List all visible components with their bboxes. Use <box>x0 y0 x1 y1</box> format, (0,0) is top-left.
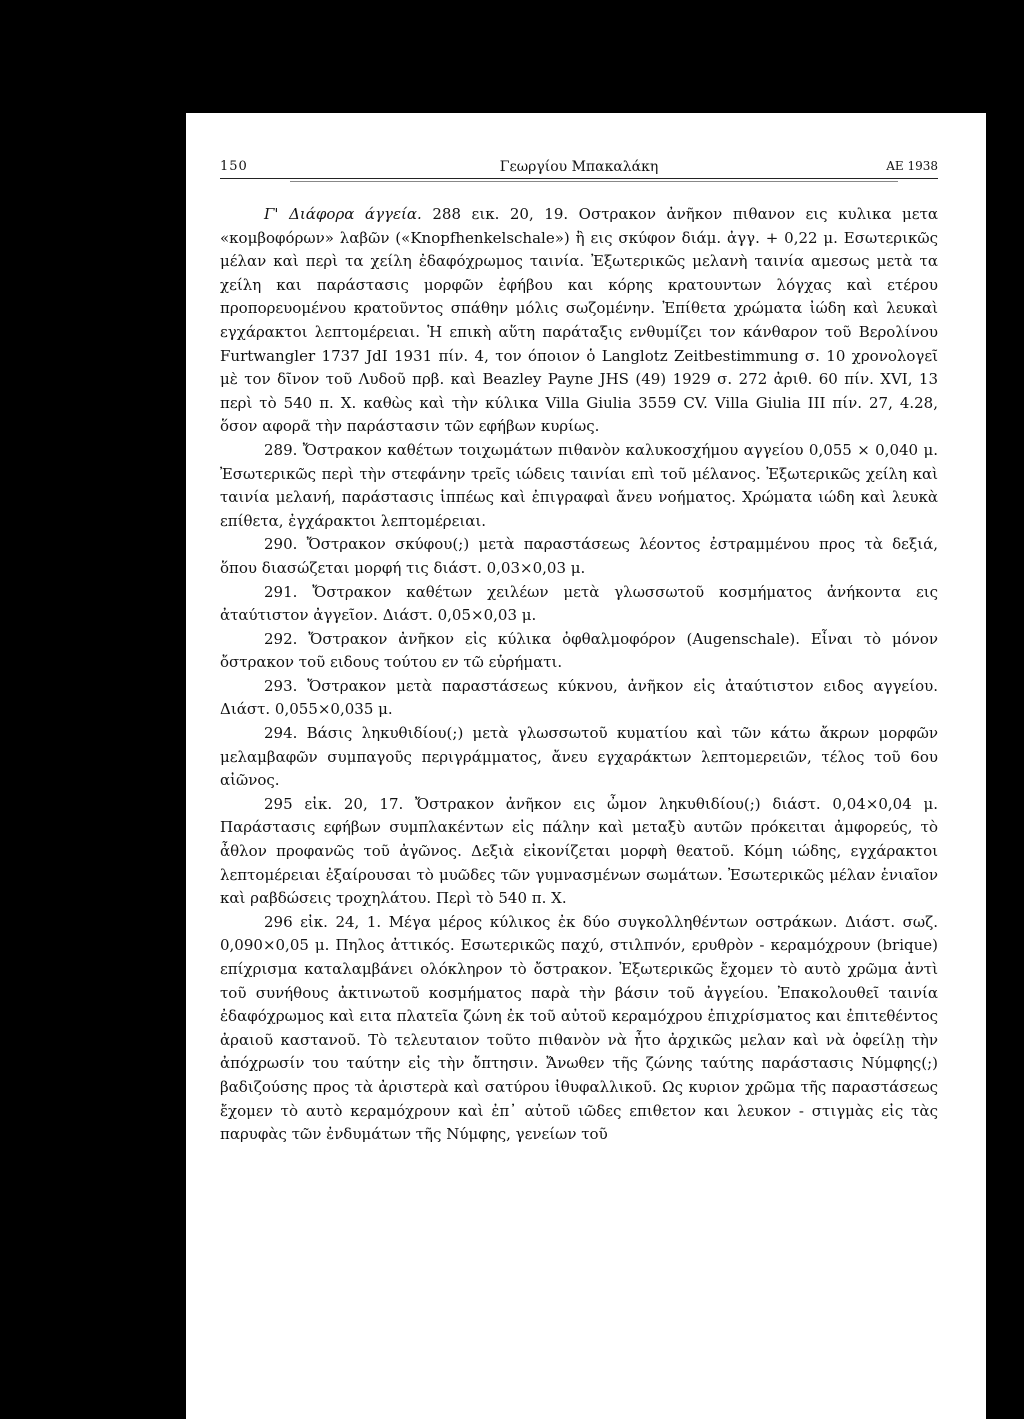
entry-288: 288 εικ. 20, 19. Οστρακον ἀνῆκον πιθανον εις κυλικα μετα «κομβοφόρων» λαβῶν («Knopfhenkelschale») ἢ εις σκύφον διάμ. ἀγγ. + 0,22 μ. Εσωτερικῶς μέλαν καὶ περὶ τα χείλη ἐδαφόχρωμος ταινία. Ἐξωτερικῶς μελανὴ ταινία αμεσως μετὰ τα χείλη και παράστασις μορφῶν ἐφήβου και κόρης κρατουντων λόγχας καὶ ετέρου προπορευομένου κρατοῦντος σπάθην μόλις σωζομένην. Ἐπίθετα χρώματα ἰώδη καὶ λευκαὶ εγχάρακτοι λεπτομέρειαι. Ἡ επικὴ αὕτη παράταξις ενθυμίζει τον κάνθαρον τοῦ Βερολίνου Furtwangler 1737 JdI 1931 πίν. 4, τον όποιον ὁ Langlotz Zeitbestimmung σ. 10 χρονολογεῖ μὲ τον δῖνον τοῦ Λυδοῦ πρβ. καὶ Beazley Payne JHS (49) 1929 σ. 272 ἀριθ. 60 πίν. XVI, 13 περὶ τὸ 540 π. Χ. καθὼς καὶ τὴν κύλικα Villa Giulia 3559 CV. Villa Giulia III πίν. 27, 4.28, ὅσον αφορᾶ τὴν παράστασιν τῶν εφήβων κυρίως. <box>220 205 938 436</box>
body-text <box>220 203 938 1147</box>
entry-289: 289. Ὄστρακον καθέτων τοιχωμάτων πιθανὸν καλυκοσχήμου αγγείου 0,055 × 0,040 μ. Ἐσωτερικῶς περὶ τὴν στεφάνην τρεῖς ιώδεις ταινίαι επὶ τοῦ μέλανος. Ἐξωτερικῶς χείλη καὶ ταινία μελανή, παράστασις ἱππέως καὶ ἐπιγραφαὶ ἄνευ νοήματος. Χρώματα ιώδη καὶ λευκὰ επίθετα, ἐγχάρακτοι λεπτομέρειαι. <box>220 440 938 530</box>
section-title: Γ' Διάφορα άγγεία. <box>264 205 422 223</box>
entry-290: 290. Ὄστρακον σκύφου(;) μετὰ παραστάσεως λέοντος ἐστραμμένου προς τὰ δεξιά, ὅπου διασώζεται μορφή τις διάστ. 0,03×0,03 μ. <box>220 535 938 577</box>
entry-294: 294. Βάσις ληκυθιδίου(;) μετὰ γλωσσωτοῦ κυματίου καὶ τῶν κάτω ἄκρων μορφῶν μελαμβαφῶν συμπαγοῦς περιγράμματος, ἄνευ εγχαράκτων λεπτομερειῶν, τέλος τοῦ 6ου αἰῶνος. <box>220 724 938 790</box>
entry-296: 296 εἰκ. 24, 1. Μέγα μέρος κύλικος ἐκ δύο συγκολληθέντων οστράκων. Διάστ. σωζ. 0,090×0,05 μ. Πηλος ἀττικός. Εσωτερικῶς παχύ, στιλπνόν, ερυθρὸν - κεραμόχρουν (brique) επίχρισμα καταλαμβάνει ολόκληρον τὸ ὄστρακον. Ἐξωτερικῶς ἔχομεν τὸ αυτὸ χρῶμα ἀντὶ τοῦ συνήθους ἀκτινωτοῦ κοσμήματος παρὰ τὴν βάσιν τοῦ ἀγγείου. Ἐπακολουθεῖ ταινία ἐδαφόχρωμος καὶ ειτα πλατεῖα ζώνη ἐκ τοῦ αὐτοῦ κεραμόχρου ἐπιχρίσματος και ἐπιτεθέντος ἀραιοῦ καστανοῦ. Τὸ τελευταιον τοῦτο πιθανὸν νὰ ἦτο ἀρχικῶς μελαν καὶ νὰ ὀφείλῃ τὴν ἀπόχρωσίν του ταύτην εἰς τὴν ὄπτησιν. Ἄνωθεν τῆς ζώνης ταύτης παράστασις Νύμφης(;) βαδιζούσης προς τὰ ἀριστερὰ καὶ σατύρου ἰθυφαλλικοῦ. Ως κυριον χρῶμα τῆς παραστάσεως ἔχομεν τὸ αυτὸ κεραμόχρουν καὶ ἐπ᾽ αὐτοῦ ιῶδες επιθετον και λευκον - στιγμὰς εἰς τὰς παρυφὰς τῶν ἐνδυμάτων τῆς Νύμφης, γενείων τοῦ <box>220 912 938 1144</box>
journal-label: ΑΕ 1938 <box>886 159 938 173</box>
section-intro <box>220 203 938 439</box>
header-rule-secondary <box>290 181 898 182</box>
header-rule <box>220 178 938 179</box>
author-name: Γεωργίου Μπακαλάκη <box>499 159 659 175</box>
entry-293: 293. Ὄστρακον μετὰ παραστάσεως κύκνου, ἀνῆκον εἰς ἀταύτιστον ειδος αγγείου. Διάστ. 0,055×0,035 μ. <box>220 676 938 719</box>
entry-291: 291. Ὄστρακον καθέτων χειλέων μετὰ γλωσσωτοῦ κοσμήματος ἀνήκοντα εις ἀταύτιστον ἀγγεῖον. Διάστ. 0,05×0,03 μ. <box>220 582 938 625</box>
document-page <box>186 113 986 1419</box>
page-number: 150 <box>220 159 248 174</box>
entry-295: 295 εἰκ. 20, 17. Ὄστρακον ἀνῆκον εις ὦμον ληκυθιδίου(;) διάστ. 0,04×0,04 μ. Παράστασις εφήβων συμπλακέντων εἰς πάλην καὶ μεταξὺ αυτῶν πρόκειται ἀμφορεύς, τὸ ἆθλον προφανῶς τοῦ ἀγῶνος. Δεξιὰ εἰκονίζεται μορφὴ θεατοῦ. Κόμη ιώδης, εγχάρακτοι λεπτομέρειαι ἐξαίρουσαι τὸ μυῶδες τῶν γυμνασμένων σωμάτων. Ἐσωτερικῶς μέλαν ἑνιαῖον καὶ ραβδώσεις τροχηλάτου. Περὶ τὸ 540 π. Χ. <box>220 794 938 908</box>
running-header <box>220 159 938 183</box>
entry-292: 292. Ὄστρακον ἀνῆκον εἰς κύλικα ὀφθαλμοφόρον (Augenschale). Εἶναι τὸ μόνον ὄστρακον τοῦ ειδους τούτου εν τῶ εὑρήματι. <box>220 629 938 672</box>
